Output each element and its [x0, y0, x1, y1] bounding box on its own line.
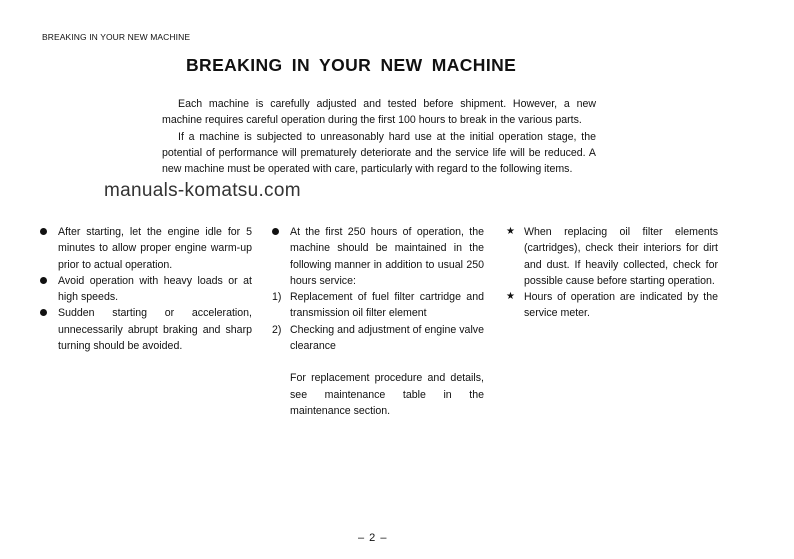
page-title: BREAKING IN YOUR NEW MACHINE — [186, 55, 517, 75]
list-item-text: After starting, let the engine idle for 5 minutes to allow proper engine warm-up prior to actual operation. — [58, 226, 252, 271]
list-item-text: Avoid operation with heavy loads or at high speeds. — [58, 274, 252, 304]
numbered-item-text: Checking and adjustment of engine valve clearance — [290, 323, 484, 353]
middle-column — [272, 224, 484, 419]
list-item — [40, 224, 252, 273]
star-icon: ★ — [506, 291, 515, 303]
list-item-text: When replacing oil filter elements (cartridges), check their interiors for dirt and dust. If heavily collected, check for possible cause before starting operation. — [524, 226, 718, 287]
list-item-text: At the first 250 hours of operation, the machine should be maintained in the following manner in addition to usual 250 hours service: — [290, 226, 484, 287]
numbered-item-text: Replacement of fuel filter cartridge and transmission oil filter element — [290, 291, 484, 320]
list-item — [506, 289, 718, 322]
maintenance-note: For replacement procedure and details, see maintenance table in the maintenance section. — [290, 372, 484, 417]
list-item — [272, 224, 484, 289]
left-column — [40, 224, 252, 354]
list-item-text: Hours of operation are indicated by the service meter. — [524, 291, 718, 320]
star-icon: ★ — [506, 226, 515, 237]
page-number: – 2 – — [358, 532, 388, 544]
item-number: 1) — [272, 291, 282, 304]
running-head: BREAKING IN YOUR NEW MACHINE — [42, 32, 191, 42]
bullet-icon — [40, 224, 54, 240]
list-item-text: Sudden starting or acceleration, unnecessarily abrupt braking and sharp turning should be avoided. — [58, 307, 252, 353]
numbered-item — [272, 322, 484, 355]
intro-text — [162, 96, 596, 177]
right-column — [506, 224, 718, 322]
bullet-icon — [272, 224, 286, 240]
bullet-icon — [40, 305, 54, 321]
bullet-icon — [40, 273, 54, 289]
list-item — [40, 273, 252, 306]
intro-paragraph-1: Each machine is carefully adjusted and tested before shipment. However, a new machine requires careful operation during the first 100 hours to break in the various parts. — [162, 98, 596, 127]
list-item — [40, 305, 252, 354]
item-number: 2) — [272, 323, 282, 336]
numbered-item — [272, 289, 484, 322]
list-item — [506, 224, 718, 289]
intro-paragraph-2: If a machine is subjected to unreasonably hard use at the initial operation stage, the potential of performance will prematurely deteriorate and the service life will be reduced. A new machine must be operated with care, particularly with regard to the following items. — [162, 130, 596, 176]
watermark: manuals-komatsu.com — [104, 180, 301, 201]
